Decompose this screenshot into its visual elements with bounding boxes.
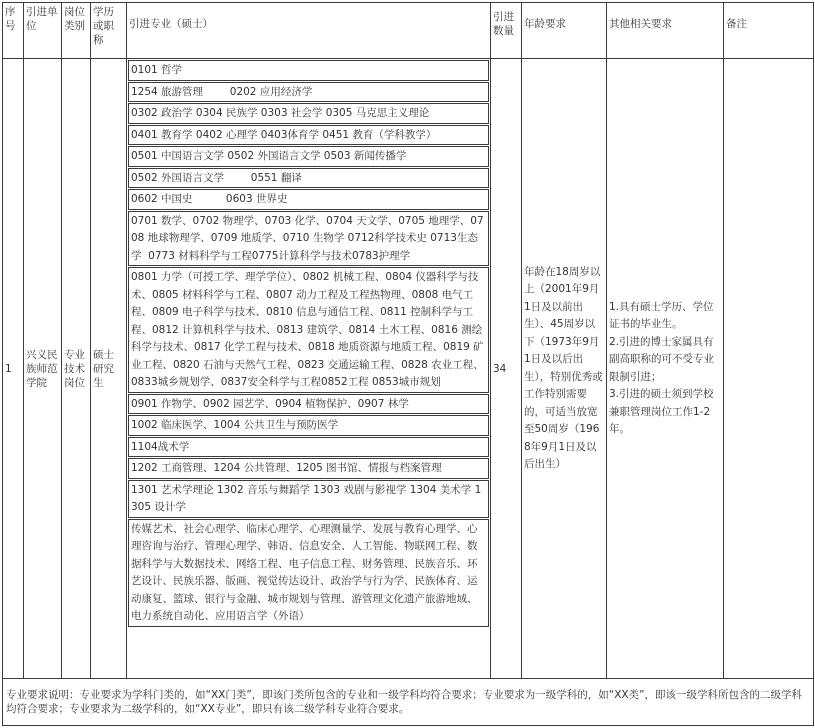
row-remark	[724, 59, 814, 679]
major-item: 0801 力学（可授工学、理学学位）、0802 机械工程、0804 仪器科学与技术、0805 材料科学与工程、0807 动力工程及工程热物理、0808 电气工程、0809 电子科学与技术、0810 信息与通信工程、0811 控制科学与工程、0812 计算机科学与技术、0813 建筑学、0814 土木工程、0816 测绘科学与技术、0817 化学工程与技术、0818 地质资源与地质工程、0819 矿业工程、0820 石油与天然气工程、0823 交通运输工程、0828 农业工程、0833城乡规划学、0837安全科学与工程0852工程 0853城市规划	[128, 267, 489, 393]
header-major: 引进专业（硕士）	[129, 18, 213, 30]
major-item: 1104战术学	[128, 437, 489, 458]
note-text: 专业要求说明：专业要求为学科门类的，如“XX门类”，即该门类所包含的专业和一级学科均符合要求；专业要求为一级学科的，如“XX类”，即该一级学科所包含的二级学科均符合要求；专业要求为二级学科的，如“XX专业”，即只有该二级学科专业符合要求。	[3, 679, 814, 726]
major-item: 0401 教育学 0402 心理学 0403体育学 0451 教育（学科教学）	[128, 125, 489, 146]
header-other: 其他相关要求	[609, 18, 672, 30]
row-other: 1.具有硕士学历、学位证书的毕业生。 2.引进的博士家属具有副高职称的可不受专业限制引进； 3.引进的硕士须到学校兼职管理岗位工作1-2年。	[607, 59, 724, 679]
row-count: 34	[491, 59, 522, 679]
major-item: 0602 中国史 0603 世界史	[128, 189, 489, 210]
major-list	[128, 59, 489, 627]
header-degree: 学历或职称	[93, 6, 114, 46]
row-seq: 1	[3, 59, 24, 679]
major-item: 传媒艺术、社会心理学、临床心理学、心理测量学、发展与教育心理学、心理咨询与治疗、管理心理学、韩语、信息安全、人工智能、物联网工程、数据科学与大数据技术、网络工程、电子信息工程、财务管理、民族音乐、环艺设计、民族乐器、版画、视觉传达设计、政治学与行为学、民族体育、运动康复、篮球、银行与金融、城市规划与管理、游管理文化遗产旅游地域、电力系统自动化、应用语言学（外语）	[128, 519, 489, 627]
header-age: 年龄要求	[524, 18, 566, 30]
header-seq: 序号	[5, 6, 16, 32]
header-unit: 引进单位	[26, 6, 58, 32]
row-age: 年龄在18周岁以上（2001年9月1日及以前出生）、45周岁以下（1973年9月1日及以后出生），特别优秀或工作特别需要的，可适当放宽至50周岁（1968年9月1日及以后出生）	[522, 59, 607, 679]
major-item: 1254 旅游管理 0202 应用经济学	[128, 82, 489, 103]
header-category: 岗位类别	[64, 6, 85, 32]
major-item: 0901 作物学、0902 园艺学、0904 植物保护、0907 林学	[128, 394, 489, 415]
major-item: 0302 政治学 0304 民族学 0303 社会学 0305 马克思主义理论	[128, 103, 489, 124]
row-unit: 兴义民族师范学院	[24, 59, 62, 679]
note-row	[3, 679, 814, 726]
major-item: 1002 临床医学、1004 公共卫生与预防医学	[128, 415, 489, 436]
major-item: 0502 外国语言文学 0551 翻译	[128, 168, 489, 189]
row-degree: 硕士研究生	[91, 59, 127, 679]
major-list-cell	[127, 59, 491, 679]
row-category: 专业技术岗位	[62, 59, 91, 679]
recruitment-table	[2, 2, 814, 726]
header-count: 引进数量	[493, 11, 514, 37]
header-remark: 备注	[726, 18, 747, 30]
major-item: 0701 数学、0702 物理学、0703 化学、0704 天文学、0705 地理学、0708 地球物理学、0709 地质学、0710 生物学 0712科学技术史 0713生态学 0773 材料科学与工程0775计算科学与技术0783护理学	[128, 211, 489, 267]
major-item: 0501 中国语言文学 0502 外国语言文学 0503 新闻传播学	[128, 146, 489, 167]
major-item: 0101 哲学	[128, 60, 489, 81]
header-row	[3, 3, 814, 59]
major-item: 1301 艺术学理论 1302 音乐与舞蹈学 1303 戏剧与影视学 1304 美术学 1305 设计学	[128, 480, 489, 518]
data-row	[3, 59, 814, 679]
major-item: 1202 工商管理、1204 公共管理、1205 图书馆、情报与档案管理	[128, 458, 489, 479]
